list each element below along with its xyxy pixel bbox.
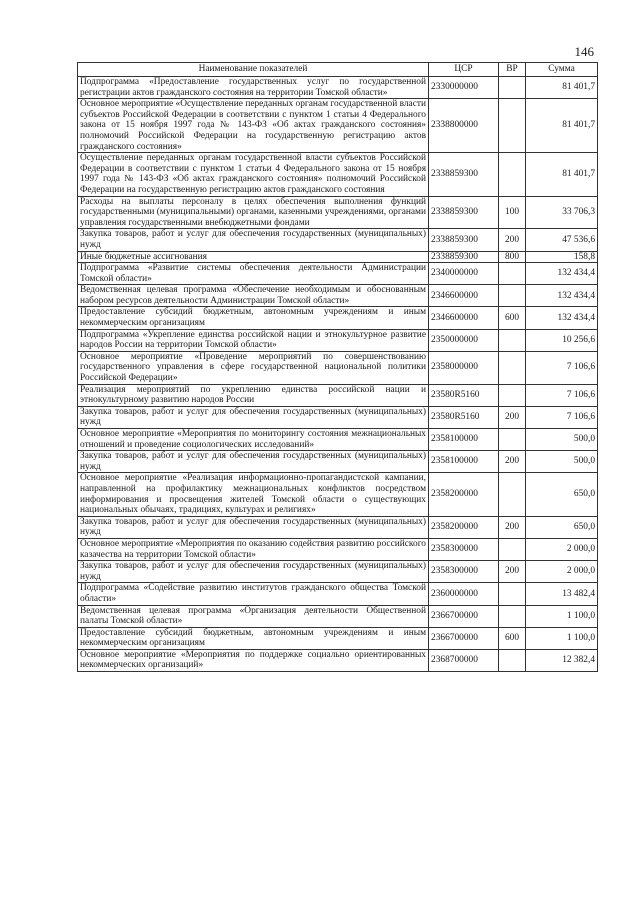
- row-name: Основное мероприятие «Проведение мероприятий по совершенствованию государственного управления в сфере государственной национальной политики Российской Федерации»: [78, 351, 429, 384]
- row-vr: [499, 473, 526, 516]
- row-sum: 2 000,0: [526, 538, 598, 560]
- row-vr: [499, 99, 526, 153]
- row-sum: 7 106,6: [526, 351, 598, 384]
- header-name: Наименование показателей: [78, 63, 429, 77]
- row-sum: 132 434,4: [526, 307, 598, 329]
- table-row: [78, 196, 598, 229]
- row-csr: 2358100000: [429, 451, 499, 473]
- row-sum: 33 706,3: [526, 196, 598, 229]
- row-name: Ведомственная целевая программа «Организация деятельности Общественной палаты Томской области»: [78, 605, 429, 627]
- row-name: Иные бюджетные ассигнования: [78, 251, 429, 263]
- row-sum: 132 434,4: [526, 285, 598, 307]
- row-csr: 2338859300: [429, 153, 499, 196]
- header-csr: ЦСР: [429, 63, 499, 77]
- row-name: Предоставление субсидий бюджетным, автономным учреждениям и иным некоммерческим организациям: [78, 627, 429, 649]
- row-vr: 200: [499, 229, 526, 251]
- row-name: Основное мероприятие «Мероприятия по поддержке социально ориентированных некоммерческих организаций»: [78, 649, 429, 671]
- row-sum: 1 100,0: [526, 605, 598, 627]
- row-csr: 2358100000: [429, 429, 499, 451]
- header-vr: ВР: [499, 63, 526, 77]
- row-sum: 132 434,4: [526, 263, 598, 285]
- row-csr: 2358300000: [429, 538, 499, 560]
- table-row: [78, 406, 598, 428]
- row-csr: 2358300000: [429, 561, 499, 583]
- table-row: [78, 583, 598, 605]
- table-row: [78, 307, 598, 329]
- table-row: [78, 561, 598, 583]
- row-sum: 1 100,0: [526, 627, 598, 649]
- row-vr: 200: [499, 406, 526, 428]
- row-vr: 600: [499, 627, 526, 649]
- row-vr: [499, 538, 526, 560]
- table-row: [78, 429, 598, 451]
- table-row: [78, 538, 598, 560]
- row-csr: 2340000000: [429, 263, 499, 285]
- table-row: [78, 263, 598, 285]
- row-sum: 81 401,7: [526, 77, 598, 99]
- row-vr: [499, 649, 526, 671]
- table-row: [78, 153, 598, 196]
- row-vr: [499, 583, 526, 605]
- row-name: Предоставление субсидий бюджетным, автономным учреждениям и иным некоммерческим организациям: [78, 307, 429, 329]
- row-name: Подпрограмма «Укрепление единства российской нации и этнокультурное развитие народов России на территории Томской области»: [78, 329, 429, 351]
- row-vr: 200: [499, 451, 526, 473]
- row-vr: 800: [499, 251, 526, 263]
- row-csr: 2366700000: [429, 627, 499, 649]
- row-vr: 200: [499, 561, 526, 583]
- row-name: Осуществление переданных органам государственной власти субъектов Российской Федерации в соответствии с пунктом 1 статьи 4 Федерального закона от 15 ноября 1997 года № 143-ФЗ «Об актах гражданского состояния» полномочий Российской Федерации на государственную регистрацию актов гражданского состояния: [78, 153, 429, 196]
- row-csr: 2338859300: [429, 251, 499, 263]
- table-row: [78, 285, 598, 307]
- row-name: Основное мероприятие «Осуществление переданных органам государственной власти субъектов Российской Федерации в соответствии с пунктом 1 статьи 4 Федерального закона от 15 ноября 1997 года № 143-ФЗ «Об актах гражданского состояния» полномочий Российской Федерации на государственную регистрацию актов гражданского состояния»: [78, 99, 429, 153]
- row-sum: 47 536,6: [526, 229, 598, 251]
- row-csr: 2358000000: [429, 351, 499, 384]
- table-row: [78, 229, 598, 251]
- table-header-row: [78, 63, 598, 77]
- row-sum: 81 401,7: [526, 99, 598, 153]
- row-name: Подпрограмма «Содействие развитию институтов гражданского общества Томской области»: [78, 583, 429, 605]
- row-vr: [499, 285, 526, 307]
- row-name: Основное мероприятие «Мероприятия по мониторингу состояния межнациональных отношений и проведение социологических исследований»: [78, 429, 429, 451]
- row-vr: [499, 329, 526, 351]
- budget-table: [77, 62, 598, 672]
- row-sum: 2 000,0: [526, 561, 598, 583]
- table-row: [78, 384, 598, 406]
- row-csr: 2338859300: [429, 196, 499, 229]
- table-row: [78, 329, 598, 351]
- row-sum: 158,8: [526, 251, 598, 263]
- table-row: [78, 627, 598, 649]
- row-csr: 2346600000: [429, 285, 499, 307]
- row-name: Основное мероприятие «Мероприятия по оказанию содействия развитию российского казачества на территории Томской области»: [78, 538, 429, 560]
- row-csr: 2368700000: [429, 649, 499, 671]
- row-name: Реализация мероприятий по укреплению единства российской нации и этнокультурному развитию народов России: [78, 384, 429, 406]
- row-csr: 23580R5160: [429, 406, 499, 428]
- row-csr: 2350000000: [429, 329, 499, 351]
- row-csr: 23580R5160: [429, 384, 499, 406]
- row-csr: 2338800000: [429, 99, 499, 153]
- row-name: Закупка товаров, работ и услуг для обеспечения государственных (муниципальных) нужд: [78, 406, 429, 428]
- table-row: [78, 99, 598, 153]
- row-sum: 12 382,4: [526, 649, 598, 671]
- table-row: [78, 451, 598, 473]
- row-csr: 2338859300: [429, 229, 499, 251]
- table-row: [78, 351, 598, 384]
- row-sum: 81 401,7: [526, 153, 598, 196]
- row-name: Основное мероприятие «Реализация информационно-пропагандистской кампании, направленной на профилактику межнациональных конфликтов посредством информирования и просвещения жителей Томской области о существующих национальных обычаях, традициях, культурах и религиях»: [78, 473, 429, 516]
- row-csr: 2330000000: [429, 77, 499, 99]
- row-csr: 2346600000: [429, 307, 499, 329]
- row-csr: 2366700000: [429, 605, 499, 627]
- table-row: [78, 473, 598, 516]
- table-row: [78, 251, 598, 263]
- header-sum: Сумма: [526, 63, 598, 77]
- row-vr: [499, 351, 526, 384]
- row-sum: 500,0: [526, 451, 598, 473]
- row-sum: 500,0: [526, 429, 598, 451]
- row-vr: 100: [499, 196, 526, 229]
- row-name: Подпрограмма «Предоставление государственных услуг по государственной регистрации актов гражданского состояния на территории Томской области»: [78, 77, 429, 99]
- row-csr: 2358200000: [429, 473, 499, 516]
- row-vr: 200: [499, 516, 526, 538]
- row-name: Закупка товаров, работ и услуг для обеспечения государственных (муниципальных) нужд: [78, 561, 429, 583]
- row-vr: [499, 263, 526, 285]
- row-vr: [499, 153, 526, 196]
- row-sum: 650,0: [526, 516, 598, 538]
- row-vr: 600: [499, 307, 526, 329]
- row-name: Расходы на выплаты персоналу в целях обеспечения выполнения функций государственными (муниципальными) органами, казенными учреждениями, органами управления государственными внебюджетными фондами: [78, 196, 429, 229]
- row-name: Закупка товаров, работ и услуг для обеспечения государственных (муниципальных) нужд: [78, 451, 429, 473]
- row-sum: 10 256,6: [526, 329, 598, 351]
- row-name: Закупка товаров, работ и услуг для обеспечения государственных (муниципальных) нужд: [78, 229, 429, 251]
- row-vr: [499, 605, 526, 627]
- row-sum: 7 106,6: [526, 384, 598, 406]
- row-sum: 13 482,4: [526, 583, 598, 605]
- row-name: Подпрограмма «Развитие системы обеспечения деятельности Администрации Томской области»: [78, 263, 429, 285]
- row-name: Закупка товаров, работ и услуг для обеспечения государственных (муниципальных) нужд: [78, 516, 429, 538]
- page-number: 146: [574, 44, 594, 59]
- row-vr: [499, 77, 526, 99]
- row-csr: 2358200000: [429, 516, 499, 538]
- row-vr: [499, 384, 526, 406]
- table-row: [78, 77, 598, 99]
- table-row: [78, 516, 598, 538]
- row-sum: 7 106,6: [526, 406, 598, 428]
- table-row: [78, 649, 598, 671]
- row-name: Ведомственная целевая программа «Обеспечение необходимым и обоснованным набором ресурсов деятельности Администрации Томской области»: [78, 285, 429, 307]
- row-vr: [499, 429, 526, 451]
- table-row: [78, 605, 598, 627]
- row-sum: 650,0: [526, 473, 598, 516]
- row-csr: 2360000000: [429, 583, 499, 605]
